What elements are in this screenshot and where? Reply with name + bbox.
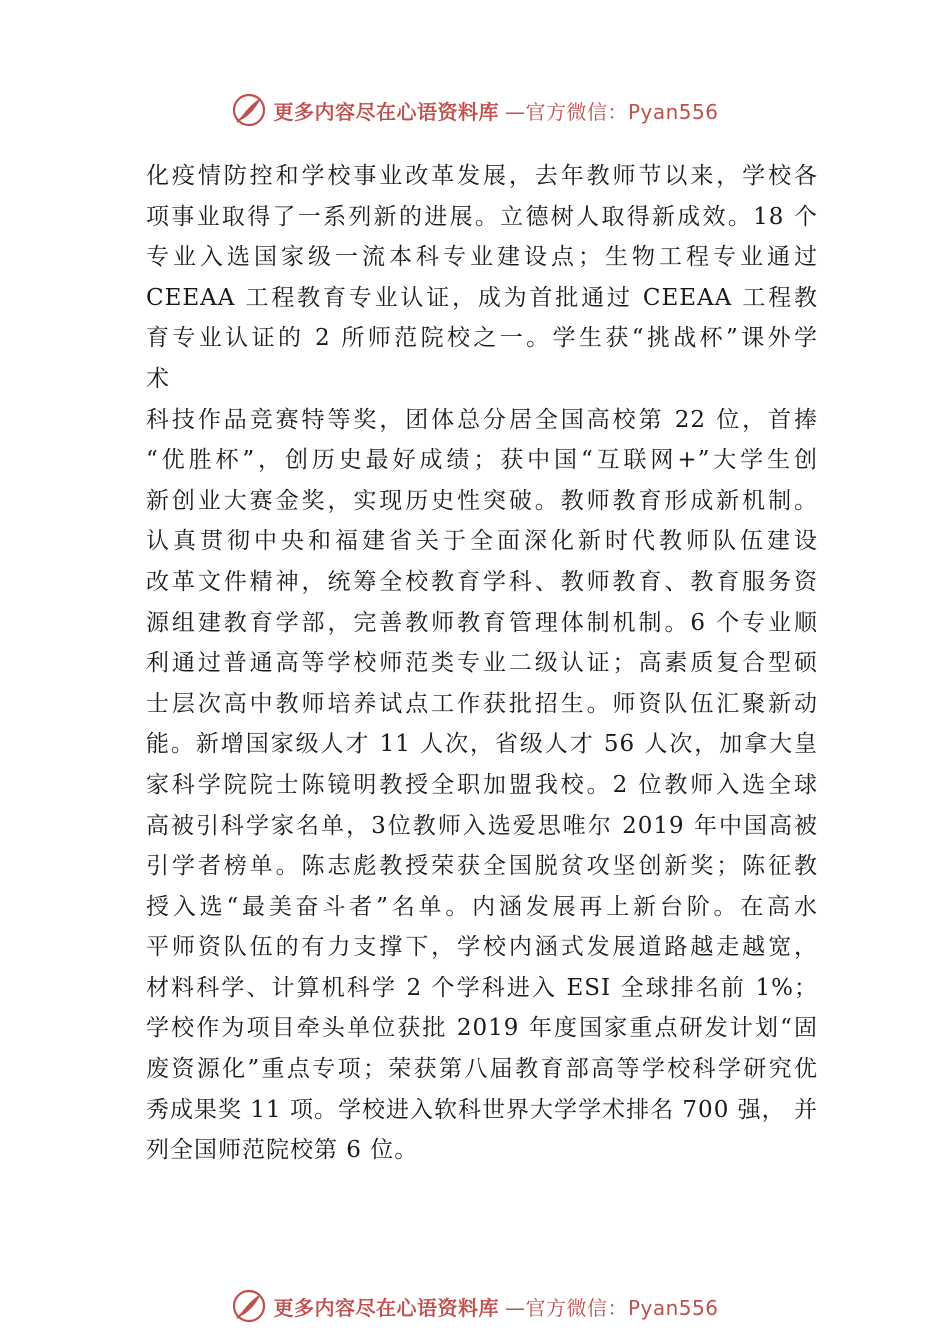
body-line: 科技作品竞赛特等奖，团体总分居全国高校第 22 位，首捧	[146, 406, 818, 433]
body-line: 士层次高中教师培养试点工作获批招生。师资队伍汇聚新动	[146, 690, 818, 717]
body-line: “优胜杯”，创历史最好成绩；获中国“互联网+”大学生创	[146, 447, 818, 474]
body-line: 术	[146, 365, 170, 392]
body-line: 育专业认证的 2 所师范院校之一。学生获“挑战杯”课外学	[146, 325, 818, 352]
body-line: 项事业取得了一系列新的进展。立德树人取得新成效。18 个	[146, 203, 818, 230]
body-line: 改革文件精神，统筹全校教育学科、教师教育、教育服务资	[146, 568, 818, 595]
body-line: 专业入选国家级一流本科专业建设点；生物工程专业通过	[146, 244, 818, 271]
body-line: 学校作为项目牵头单位获批 2019 年度国家重点研发计划“固	[146, 1015, 818, 1042]
body-line: 高被引科学家名单，3位教师入选爱思唯尔 2019 年中国高被	[146, 812, 818, 839]
body-line: 化疫情防控和学校事业改革发展，去年教师节以来，学校各	[146, 163, 818, 189]
body-line: 废资源化”重点专项；荣获第八届教育部高等学校科学研究优	[146, 1056, 818, 1083]
quill-logo-icon	[231, 1288, 267, 1324]
body-line: 平师资队伍的有力支撑下，学校内涵式发展道路越走越宽，	[146, 934, 818, 961]
body-line: CEEAA 工程教育专业认证，成为首批通过 CEEAA 工程教	[146, 284, 818, 311]
body-line: 引学者榜单。陈志彪教授荣获全国脱贫攻坚创新奖；陈征教	[146, 853, 818, 880]
body-line: 家科学院院士陈镜明教授全职加盟我校。2 位教师入选全球	[146, 771, 818, 798]
document-body	[146, 156, 818, 1171]
body-line: 能。新增国家级人才 11 人次，省级人才 56 人次，加拿大皇	[146, 731, 818, 758]
footer-title: 更多内容尽在心语资料库	[273, 1295, 499, 1320]
footer-wechat: —官方微信：Pyan556	[504, 1295, 719, 1320]
page-footer	[0, 1288, 950, 1324]
body-line: 新创业大赛金奖，实现历史性突破。教师教育形成新机制。	[146, 487, 818, 514]
body-line: 授入选“最美奋斗者”名单。内涵发展再上新台阶。在高水	[146, 893, 818, 920]
header-wechat: —官方微信：Pyan556	[504, 99, 719, 124]
body-line: 认真贯彻中央和福建省关于全面深化新时代教师队伍建设	[146, 528, 818, 555]
body-line: 源组建教育学部，完善教师教育管理体制机制。6 个专业顺	[146, 609, 818, 636]
quill-logo-icon	[231, 92, 267, 128]
body-line: 秀成果奖 11 项。学校进入软科世界大学学术排名 700 强， 并	[146, 1096, 818, 1123]
body-line: 材料科学、计算机科学 2 个学科进入 ESI 全球排名前 1%；	[146, 974, 818, 1001]
page-header	[0, 92, 950, 128]
body-line: 列全国师范院校第 6 位。	[146, 1137, 419, 1164]
body-line: 利通过普通高等学校师范类专业二级认证；高素质复合型硕	[146, 650, 818, 677]
header-title: 更多内容尽在心语资料库	[273, 99, 499, 124]
